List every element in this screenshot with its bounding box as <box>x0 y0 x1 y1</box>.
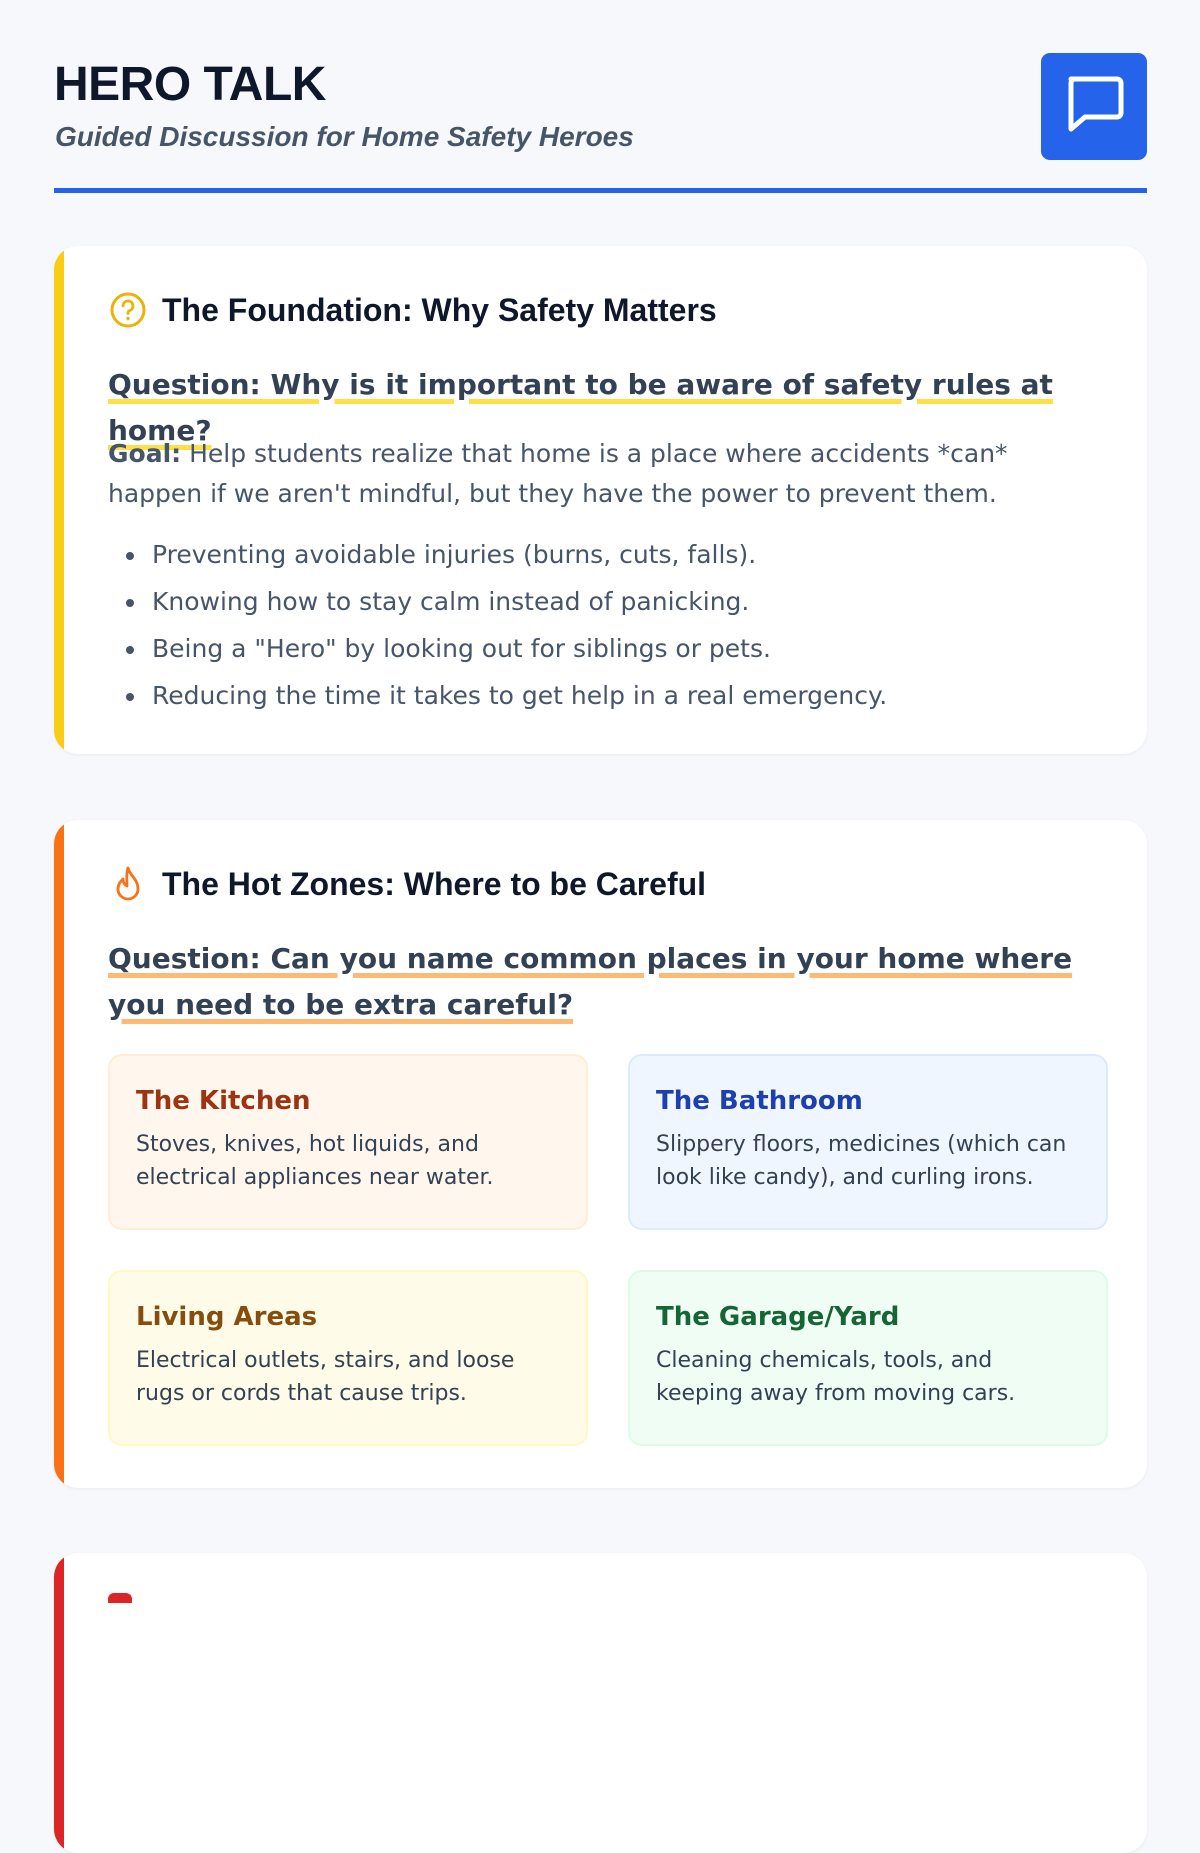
card-accent-bar <box>54 246 64 754</box>
chat-bubble-icon <box>1063 75 1125 139</box>
zone-title: The Bathroom <box>656 1086 863 1116</box>
discussion-question: Question: Why is it important to be aware of safety rules at home? <box>108 368 1053 447</box>
list-item: • Being a "Hero" by looking out for siblings or pets. <box>148 625 1108 672</box>
section-icon <box>108 1593 132 1603</box>
section-title-text: The Foundation: Why Safety Matters <box>162 291 717 328</box>
goal-text: Goal: Help students realize that home is a place where accidents *can* happen if we aren't mindful, but they have the power to prevent them. <box>108 439 1008 508</box>
zone-description: Slippery floors, medicines (which can look like candy), and curling irons. <box>656 1132 1067 1190</box>
zone-title: Living Areas <box>136 1302 318 1332</box>
foundation-card <box>54 246 1147 754</box>
zone-card-bathroom <box>628 1054 1108 1230</box>
key-points-list <box>148 531 1108 719</box>
discussion-question: Question: Can you name common places in your home where you need to be extra careful? <box>108 942 1073 1021</box>
zone-card-garage-yard <box>628 1270 1108 1446</box>
card-accent-bar <box>54 820 64 1488</box>
page-title: HERO TALK <box>54 58 326 111</box>
card-accent-bar <box>54 1553 64 1853</box>
zone-title: The Garage/Yard <box>656 1302 900 1332</box>
zone-description: Stoves, knives, hot liquids, and electrical appliances near water. <box>136 1132 494 1190</box>
section-title <box>108 290 717 330</box>
list-item: • Reducing the time it takes to get help in a real emergency. <box>148 672 1108 719</box>
zone-card-kitchen <box>108 1054 588 1230</box>
zone-card-living-areas <box>108 1270 588 1446</box>
page-subtitle: Guided Discussion for Home Safety Heroes <box>55 121 634 152</box>
zone-description: Cleaning chemicals, tools, and keeping away from moving cars. <box>656 1348 1016 1406</box>
goal-label: Goal: <box>108 439 182 468</box>
zone-description: Electrical outlets, stairs, and loose rugs or cords that cause trips. <box>136 1348 515 1406</box>
flame-icon <box>108 864 148 904</box>
section-title-text: The Hot Zones: Where to be Careful <box>162 865 707 902</box>
chat-button[interactable] <box>1041 53 1147 160</box>
list-item: • Preventing avoidable injuries (burns, cuts, falls). <box>148 531 1108 578</box>
section-title <box>108 864 706 904</box>
next-section-card <box>54 1553 1147 1853</box>
page-header <box>54 53 1147 193</box>
hot-zones-card <box>54 820 1147 1488</box>
zone-title: The Kitchen <box>136 1086 311 1116</box>
list-item: • Knowing how to stay calm instead of panicking. <box>148 578 1108 625</box>
question-circle-icon <box>108 290 148 330</box>
